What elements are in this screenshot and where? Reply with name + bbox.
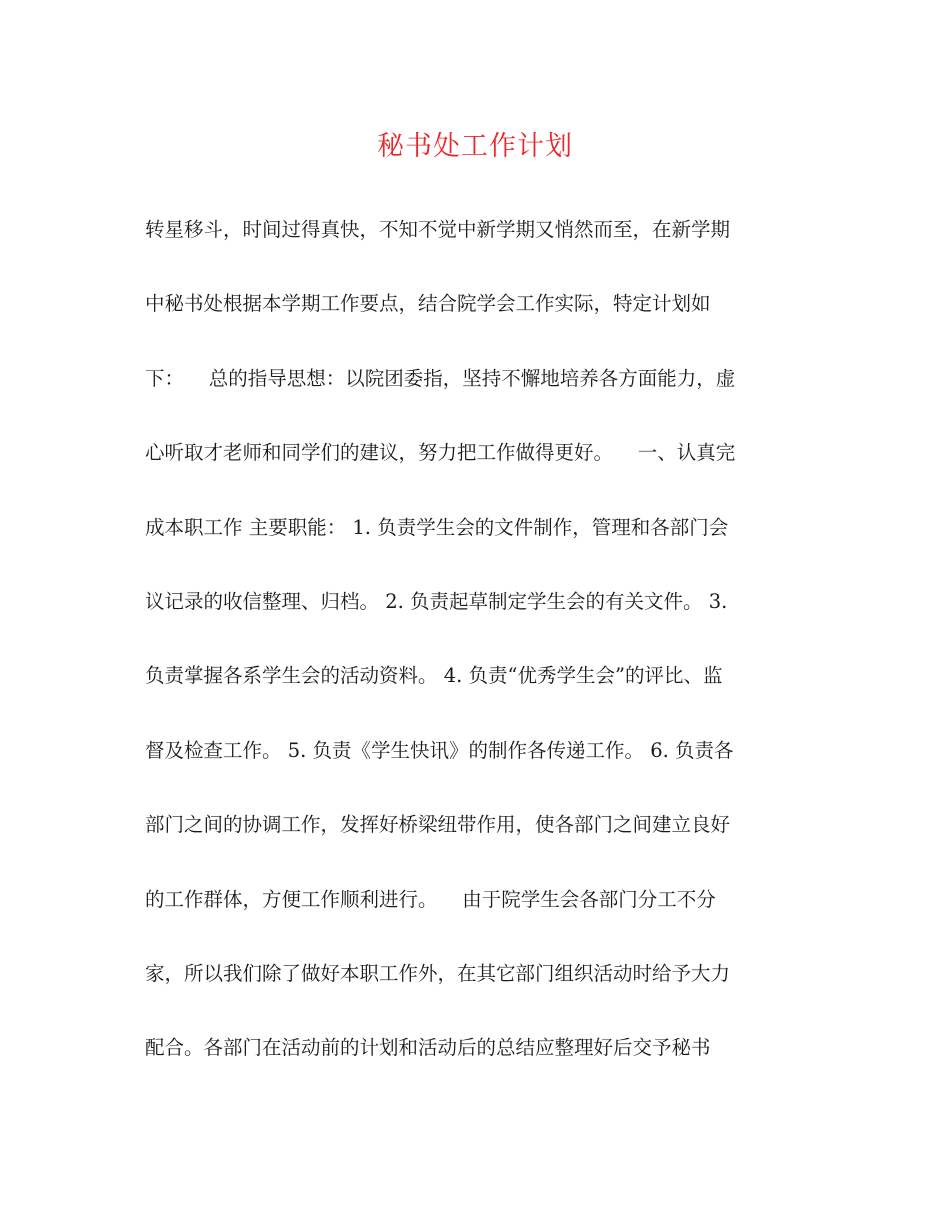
body-line: 下： 总的指导思想：以院团委指，坚持不懈地培养各方面能力，虚 [145,366,736,390]
body-line: 的工作群体，方便工作顺利进行。 由于院学生会各部门分工不分 [145,887,716,911]
body-line: 负责掌握各系学生会的活动资料。 4. 负责“优秀学生会”的评比、监 [145,664,723,688]
body-line: 部门之间的协调工作，发挥好桥梁纽带作用，使各部门之间建立良好 [145,813,731,837]
body-line: 家，所以我们除了做好本职工作外，在其它部门组织活动时给予大力 [145,961,731,985]
body-line: 督及检查工作。 5. 负责《学生快讯》的制作各传递工作。 6. 负责各 [145,738,734,762]
body-line: 配合。各部门在活动前的计划和活动后的总结应整理好后交予秘书 [145,1036,711,1060]
body-line: 议记录的收信整理、归档。 2. 负责起草制定学生会的有关文件。 3. [145,589,728,613]
body-line: 成本职工作 主要职能： 1. 负责学生会的文件制作，管理和各部门会 [145,515,729,539]
body-line: 心听取才老师和同学们的建议，努力把工作做得更好。 一、认真完 [145,441,736,465]
document-body [145,208,805,1101]
document-title: 秘书处工作计划 [377,131,573,162]
body-line: 中秘书处根据本学期工作要点，结合院学会工作实际，特定计划如 [145,292,711,316]
body-line: 转星移斗，时间过得真快，不知不觉中新学期又悄然而至，在新学期 [145,218,731,241]
